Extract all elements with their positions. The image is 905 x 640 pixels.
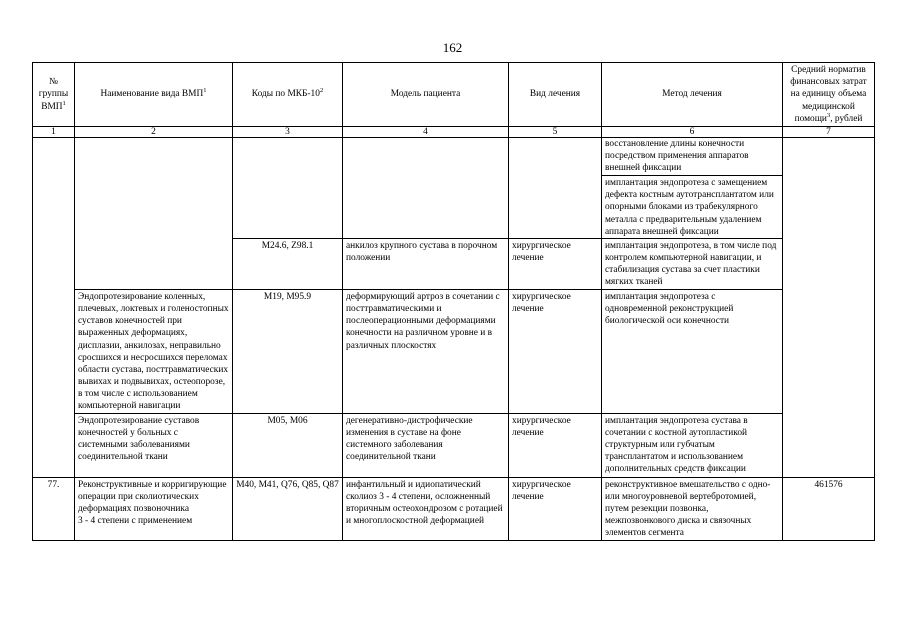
vmp-name-cell <box>75 477 233 540</box>
header-icd-codes: Коды по МКБ-$10^2$ <box>233 63 343 127</box>
method-text: восстановление длины конечности посредством применения аппаратов внешней фиксации <box>605 139 749 174</box>
vmp-name-cell: Эндопротезирование коленных, плечевых, локтевых и голеностопных суставов конечностей при выраженных деформациях, дисплазии, анкилозах, неправильно сросшихся и несросшихся переломах области сустава, посттравматических вывихах и подвывихах, остеопорозе, в том числе с использованием компьютерной навигации <box>75 290 233 414</box>
vmp-table <box>32 62 875 541</box>
vmp-name-cell <box>75 138 233 290</box>
header-row <box>33 63 875 127</box>
treatment-type-cell: хирургическое лечение <box>509 238 602 289</box>
patient-model-cell: дегенеративно-дистрофические изменения в суставе на фоне системного заболевания соединительной ткани <box>343 414 509 477</box>
group-number-cell <box>33 138 75 478</box>
method-text: имплантация эндопротеза с замещением дефекта костным аутотрансплантатом или опорными блоками из трабекулярного металла с предварительным удалением аппарата внешней фиксации <box>602 175 782 237</box>
vmp-name-text: 3 - 4 степени с применением <box>78 515 193 526</box>
icd-codes-cell: M24.6, Z98.1 <box>233 238 343 289</box>
table-row <box>33 477 875 540</box>
table-row <box>33 414 875 477</box>
patient-model-cell <box>343 138 509 239</box>
page-number: 162 <box>442 40 463 55</box>
header-treatment-method: Метод лечения <box>602 63 783 127</box>
table-row <box>33 138 875 239</box>
group-number-cell: 77. <box>33 477 75 540</box>
cost-cell <box>783 138 875 478</box>
column-number: 7 <box>783 127 875 138</box>
column-number: 1 <box>33 127 75 138</box>
treatment-method-cell: имплантация эндопротеза сустава в сочетании с костной аутопластикой структурным или губчатым трансплантатом и использованием дополнительных средств фиксации <box>602 414 783 477</box>
patient-model-cell: анкилоз крупного сустава в порочном положении <box>343 238 509 289</box>
column-number: 6 <box>602 127 783 138</box>
column-number: 5 <box>509 127 602 138</box>
treatment-method-cell: реконструктивное вмешательство с одно- или многоуровневой вертебротомией, путем резекции позвонка, межпозвонкового диска и связочных элементов сегмента <box>602 477 783 540</box>
icd-codes-cell <box>233 138 343 239</box>
treatment-method-cell: имплантация эндопротеза, в том числе под контролем компьютерной навигации, и стабилизация сустава за счет пластики мягких тканей <box>602 238 783 289</box>
treatment-type-cell: хирургическое лечение <box>509 290 602 414</box>
vmp-name-text: Реконструктивные и корригирующие операции при сколиотических деформациях позвоночника <box>78 479 227 514</box>
treatment-type-cell: хирургическое лечение <box>509 477 602 540</box>
cost-cell: 461576 <box>783 477 875 540</box>
header-cost-norm: Средний норматив финансовых затрат на единицу объема медицинской помощи$^3$, рублей <box>783 63 875 127</box>
patient-model-cell: деформирующий артроз в сочетании с посттравматическими и послеоперационными деформациями конечности на различном уровне и в различных плоскостях <box>343 290 509 414</box>
header-treatment-type: Вид лечения <box>509 63 602 127</box>
header-vmp-name: Наименование вида ВМП$^1$ <box>75 63 233 127</box>
icd-codes-cell: M19, M95.9 <box>233 290 343 414</box>
column-number-row <box>33 127 875 138</box>
treatment-method-cell <box>602 138 783 239</box>
column-number: 2 <box>75 127 233 138</box>
treatment-type-cell <box>509 138 602 239</box>
treatment-method-cell: имплантация эндопротеза с одновременной реконструкцией биологической оси конечности <box>602 290 783 414</box>
icd-codes-cell: M05, M06 <box>233 414 343 477</box>
icd-codes-cell: M40, M41, Q76, Q85, Q87 <box>233 477 343 540</box>
column-number: 4 <box>343 127 509 138</box>
header-group-number: № группы ВМП$^1$ <box>33 63 75 127</box>
vmp-name-cell: Эндопротезирование суставов конечностей у больных с системными заболеваниями соединительной ткани <box>75 414 233 477</box>
column-number: 3 <box>233 127 343 138</box>
header-patient-model: Модель пациента <box>343 63 509 127</box>
patient-model-cell: инфантильный и идиопатический сколиоз 3 - 4 степени, осложненный вторичным остеохондрозом с ротацией и многоплоскостной деформацией <box>343 477 509 540</box>
table-row <box>33 290 875 414</box>
treatment-type-cell: хирургическое лечение <box>509 414 602 477</box>
